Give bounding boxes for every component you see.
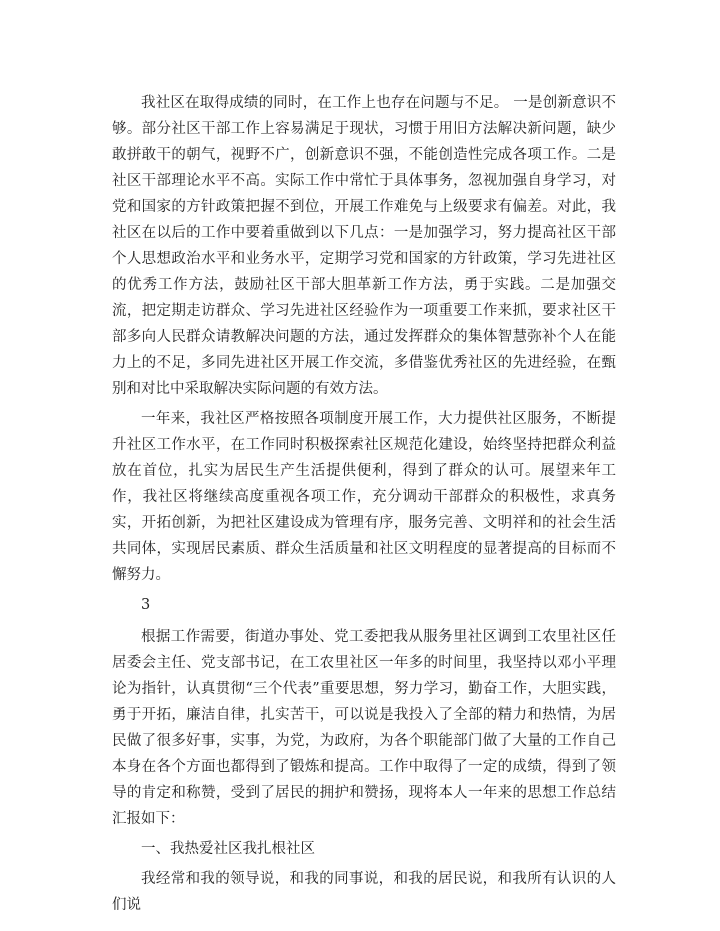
paragraph-year-summary: 一年来，我社区严格按照各项制度开展工作，大力提供社区服务，不断提升社区工作水平，在工作同时积极探索社区规范化建设，始终坚持把群众利益放在首位，扎实为居民生产生活提供便利，得到了群众的认可。展望来年工作，我社区将继续高度重视各项工作，充分调动干部群众的积极性，求真务实，开拓创新，为把社区建设成为管理有序，服务完善、文明祥和的社会生活共同体，实现居民素质、群众生活质量和社区文明程度的显著提高的目标而不懈努力。 xyxy=(112,411,616,583)
document-body xyxy=(112,90,616,922)
section-heading: 一、我热爱社区我扎根社区 xyxy=(141,841,315,857)
paragraph-problems-and-measures: 我社区在取得成绩的同时，在工作上也存在问题与不足。 一是创新意识不够。部分社区干部工作上容易满足于现状，习惯于用旧方法解决新问题，缺少敢拼敢干的朝气，视野不广，创新意识不强，不能创造性完成各项工作。二是社区干部理论水平不高。实际工作中常忙于具体事务，忽视加强自身学习，对党和国家的方针政策把握不到位，开展工作难免与上级要求有偏差。对此，我社区在以后的工作中要着重做到以下几点：一是加强学习，努力提高社区干部个人思想政治水平和业务水平，定期学习党和国家的方针政策，学习先进社区的优秀工作方法，鼓励社区干部大胆革新工作方法，勇于实践。二是加强交流，把定期走访群众、学习先进社区经验作为一项重要工作来抓，要求社区干部多向人民群众请教解决问题的方法，通过发挥群众的集体智慧弥补个人在能力上的不足，多同先进社区开展工作交流，多借鉴优秀社区的先进经验，在甄别和对比中采取解决实际问题的有效方法。 xyxy=(112,95,616,397)
paragraph-continuation: 我经常和我的领导说，和我的同事说，和我的居民说，和我所有认识的人们说 xyxy=(112,871,616,913)
section-number: 3 xyxy=(141,597,151,613)
paragraph-work-report-intro: 根据工作需要，街道办事处、党工委把我从服务里社区调到工农里社区任居委会主任、党支部书记，在工农里社区一年多的时间里，我坚持以邓小平理论为指针，认真贯彻“三个代表”重要思想，努力学习，勤奋工作，大胆实践，勇于开拓，廉洁自律，扎实苦干，可以说是我投入了全部的精力和热情，为居民做了很多好事，实事，为党，为政府，为各个职能部门做了大量的工作自己本身在各个方面也都得到了锻炼和提高。工作中取得了一定的成绩，得到了领导的肯定和称赞，受到了居民的拥护和赞扬，现将本人一年来的思想工作总结汇报如下： xyxy=(112,629,616,827)
